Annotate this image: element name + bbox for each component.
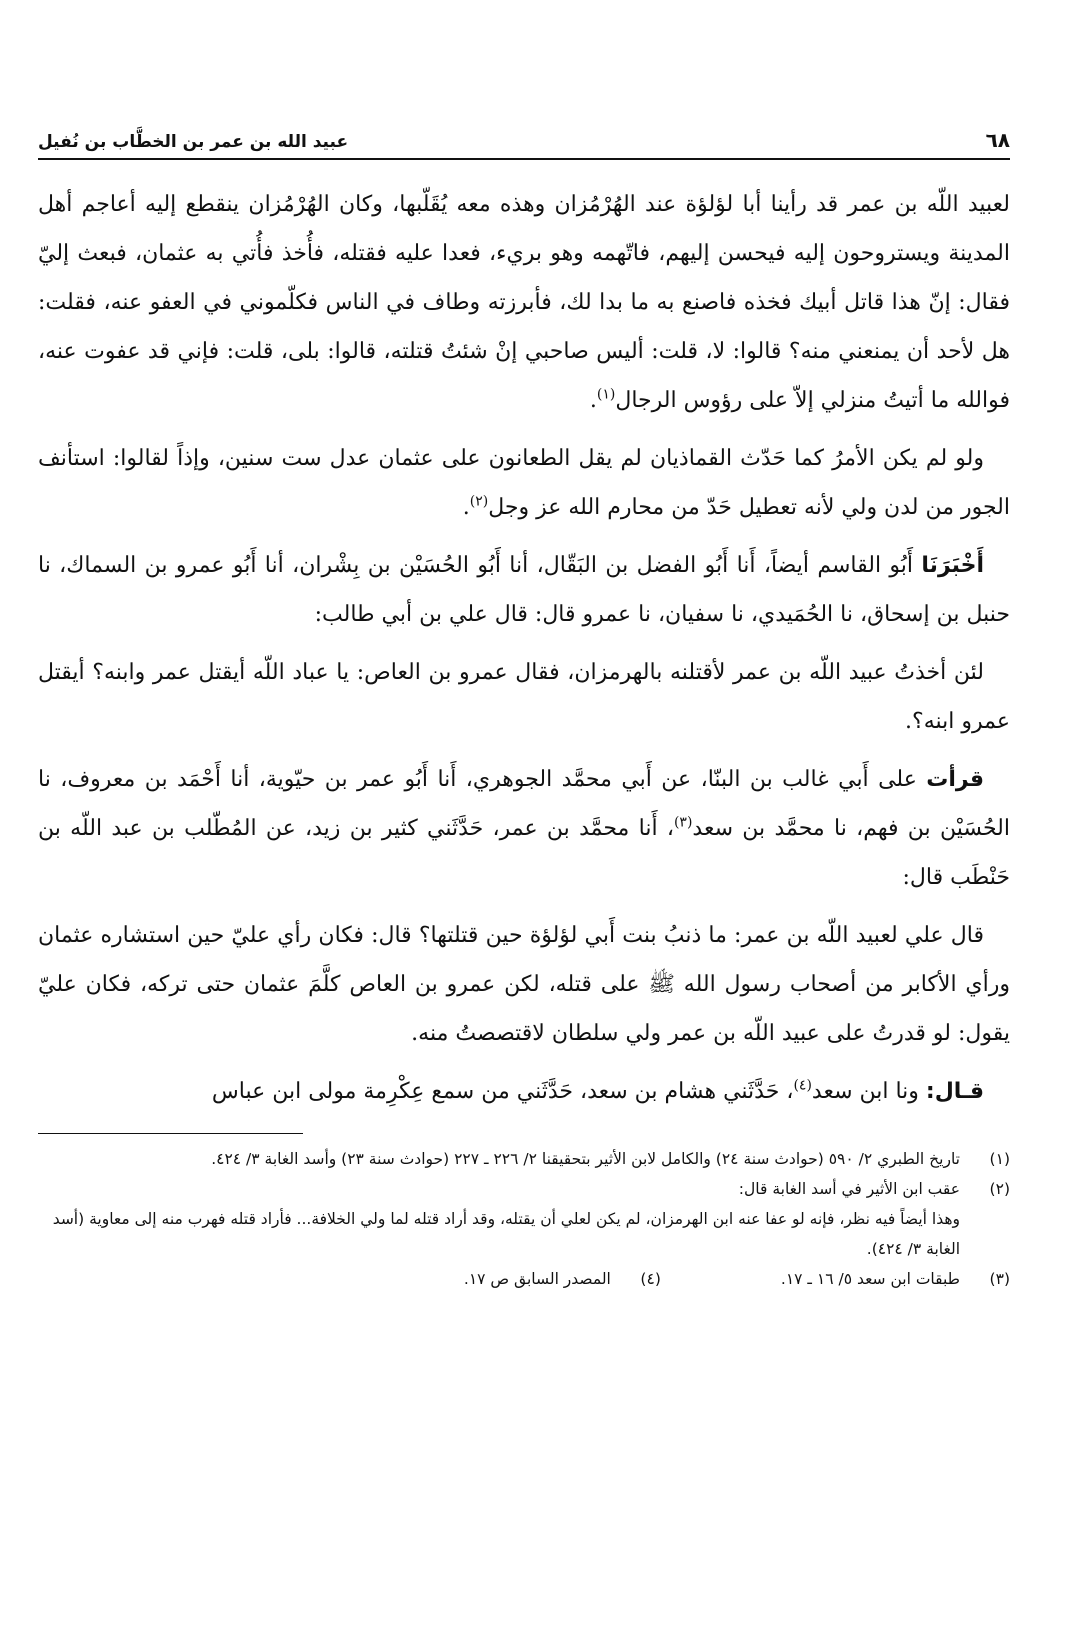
footnote-number: (٢) <box>989 1180 1010 1198</box>
footnote <box>38 1174 1010 1264</box>
footnote-ref[interactable]: (١) <box>596 386 616 403</box>
paragraph <box>38 541 1010 639</box>
footnote-number: (٤) <box>640 1270 661 1288</box>
footnote-row <box>38 1264 1010 1294</box>
paragraph-text: أَبُو القاسم أيضاً، أَنا أَبُو الفضل بن البَقّال، أنا أَبُو الحُسَيْن بن بِشْران، أنا أَبُو عمرو بن السماك، نا حنبل بن إسحاق، نا الحُمَيدي، نا سفيان، نا عمرو قال: قال علي بن أبي طالب: <box>38 553 1010 627</box>
paragraph-tail: . <box>589 388 597 413</box>
paragraph <box>38 1067 1010 1116</box>
footnote-text: طبقات ابن سعد ٥/ ١٦ ـ ١٧. <box>780 1270 960 1288</box>
footnote-ref[interactable]: (٢) <box>469 493 489 510</box>
paragraph-text: على أَبي غالب بن البنّا، عن أَبي محمَّد الجوهري، أَنا أَبُو عمر بن حيّوية، أنا أَحْمَد بن معروف، نا الحُسَيْن بن فهم، نا محمَّد بن سعد <box>38 767 1010 841</box>
book-page <box>38 128 1010 1294</box>
footnote <box>464 1264 661 1294</box>
footnote <box>38 1144 1010 1174</box>
page-number: ٦٨ <box>985 128 1010 152</box>
isnad-lead: أَخْبَرَنَا <box>921 553 985 578</box>
footnote-number: (١) <box>989 1150 1010 1168</box>
paragraph-tail: ، أَنا محمَّد بن عمر، حَدَّثَني كثير بن زيد، عن المُطّلب بن عبد اللّه بن حَنْطَب قال: <box>38 816 1010 890</box>
footnote-divider-wrap <box>38 1125 1010 1134</box>
paragraph-text: ولو لم يكن الأمرُ كما حَدّث القماذيان لم يقل الطعانون على عثمان عدل ست سنين، وإذاً لقالوا: استأنف الجور من لدن ولي لأنه تعطيل حَدّ من محارم الله عز وجل <box>38 446 1010 520</box>
paragraph <box>38 755 1010 902</box>
footnotes <box>38 1144 1010 1294</box>
running-title: عبيد الله بن عمر بن الخطَّاب بن نُفيل <box>38 132 349 152</box>
footnote-text: المصدر السابق ص ١٧. <box>463 1270 611 1288</box>
paragraph <box>38 434 1010 532</box>
isnad-lead: قـال: <box>925 1079 984 1104</box>
paragraph <box>38 911 1010 1058</box>
paragraph-text: ونا ابن سعد <box>811 1079 919 1104</box>
isnad-lead: قرأت <box>926 767 985 792</box>
paragraph-text: قال علي لعبيد اللّه بن عمر: ما ذنبُ بنت أَبي لؤلؤة حين قتلتها؟ قال: فكان رأي عليّ حين استشاره عثمان ورأي الأكابر من أصحاب رسول الله ﷺ على قتله، لكن عمرو بن العاص كلَّمَ عثمان حتى تركه، فكان عليّ يقول: لو قدرتُ على عبيد اللّه بن عمر ولي سلطان لاقتصصتُ منه <box>38 923 1010 1046</box>
footnote-text <box>38 1174 960 1264</box>
paragraph-tail: . <box>905 709 913 734</box>
main-text <box>38 180 1010 1116</box>
footnote-ref[interactable]: (٤) <box>793 1077 812 1094</box>
paragraph <box>38 648 1010 746</box>
footnote-line: عقب ابن الأثير في أسد الغابة قال: <box>738 1180 960 1198</box>
footnote-number: (٣) <box>989 1270 1010 1288</box>
paragraph-tail: . <box>411 1021 419 1046</box>
paragraph-text: لعبيد اللّه بن عمر قد رأينا أبا لؤلؤة عند الهُرْمُزان وهذه معه يُقَلّبها، وكان الهُرْمُزان ينقطع إليه أعاجم أهل المدينة ويستروحون إليه فيحسن إليهم، فاتّهمه وهو بريء، فعدا عليه فقتله، فأُخذ فأُتي به عثمان، فبعث إليّ فقال: إنّ هذا قاتل أبيك فخذه فاصنع به ما بدا لك، فأبرزته وطاف في الناس فكلّموني في العفو عنه، فقلت: هل لأحد أن يمنعني منه؟ قالوا: لا، قلت: أليس صاحبي إنْ شئتُ قتلته، قالوا: بلى، قلت: فإني قد عفوت عنه، فوالله ما أتيتُ منزلي إلاّ على رؤوس الرجال <box>38 192 1010 413</box>
footnote <box>781 1264 1010 1294</box>
running-header <box>38 128 1010 160</box>
footnote-quote: وهذا أيضاً فيه نظر، فإنه لو عفا عنه ابن الهرمزان، لم يكن لعلي أن يقتله، وقد أراد قتله لما ولي الخلافة... فأراد قتله فهرب منه إلى معاوية (أسد الغابة ٣/ ٤٢٤). <box>52 1210 960 1258</box>
paragraph-tail: . <box>462 495 470 520</box>
footnote-ref[interactable]: (٣) <box>673 814 693 831</box>
paragraph-tail: ، حَدَّثَني هشام بن سعد، حَدَّثَني من سمع عِكْرِمة مولى ابن عباس <box>211 1079 794 1104</box>
footnote-text: تاريخ الطبري ٢/ ٥٩٠ (حوادث سنة ٢٤) والكامل لابن الأثير بتحقيقنا ٢/ ٢٢٦ ـ ٢٢٧ (حوادث سنة ٢٣) وأسد الغابة ٣/ ٤٢٤. <box>211 1150 960 1168</box>
paragraph-text: لئن أخذتُ عبيد اللّه بن عمر لأقتلنه بالهرمزان، فقال عمرو بن العاص: يا عباد اللّه أيقتل عمر وابنه؟ أيقتل عمرو ابنه؟ <box>38 660 1010 734</box>
footnote-divider <box>38 1133 303 1134</box>
paragraph <box>38 180 1010 425</box>
